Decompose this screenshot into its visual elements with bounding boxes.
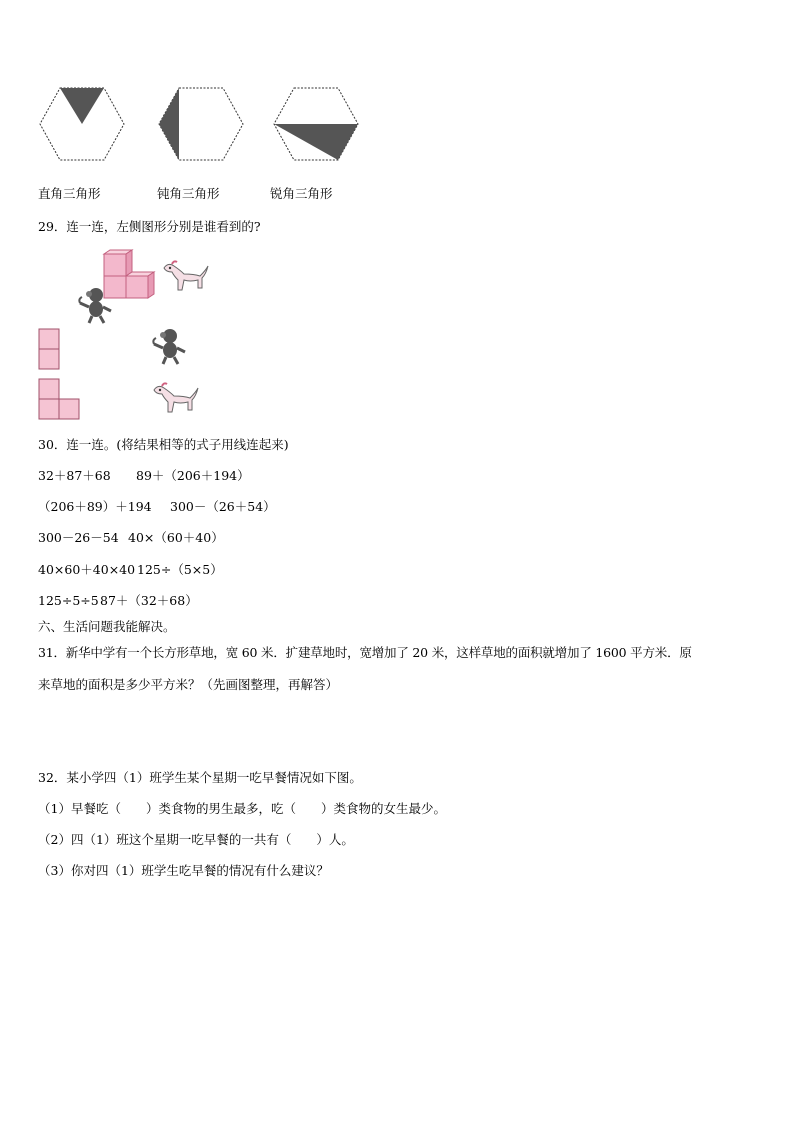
dog-icon xyxy=(160,260,210,298)
view-two-stacked-squares xyxy=(38,328,62,372)
hexagon-label-obtuse: 钝角三角形 xyxy=(157,186,220,201)
monkey-icon xyxy=(78,287,114,325)
q30-left-expr: （206＋89）＋194 xyxy=(38,499,152,514)
q30-left-expr: 32＋87＋68 xyxy=(38,468,111,483)
q32-sub1: （1）早餐吃（ ）类食物的男生最多，吃（ ）类食物的女生最少。 xyxy=(38,801,446,816)
q30-title: 30．连一连。(将结果相等的式子用线连起来) xyxy=(38,437,289,452)
q31-line2: 来草地的面积是多少平方米？（先画图整理，再解答） xyxy=(38,677,339,692)
q30-left-expr: 300－26－54 xyxy=(38,530,119,545)
q30-right-expr: 125÷（5×5） xyxy=(137,562,223,577)
q32-sub2: （2）四（1）班这个星期一吃早餐的一共有（ ）人。 xyxy=(38,832,354,847)
q30-left-expr: 40×60＋40×40 xyxy=(38,562,136,577)
section-heading: 六、生活问题我能解决。 xyxy=(38,619,176,634)
hexagon-right-triangle xyxy=(38,86,128,164)
q32-sub3: （3）你对四（1）班学生吃早餐的情况有什么建议？ xyxy=(38,863,329,878)
q30-right-expr: 40×（60＋40） xyxy=(128,530,224,545)
monkey-icon xyxy=(152,328,188,366)
q31-line1: 31．新华中学有一个长方形草地，宽 60 米．扩建草地时，宽增加了 20 米，这样草地的面积就增加了 1600 平方米．原 xyxy=(38,645,692,660)
view-l-shape xyxy=(38,378,84,422)
q30-right-expr: 300－（26＋54） xyxy=(170,499,276,514)
q30-left-expr: 125÷5÷5 xyxy=(38,593,99,608)
q30-right-expr: 87＋（32＋68） xyxy=(100,593,198,608)
dog-icon xyxy=(150,382,200,420)
hexagon-acute-triangle xyxy=(272,86,362,164)
q30-right-expr: 89＋（206＋194） xyxy=(136,468,250,483)
hexagon-label-acute: 锐角三角形 xyxy=(270,186,333,201)
q32-title: 32．某小学四（1）班学生某个星期一吃早餐情况如下图。 xyxy=(38,770,362,785)
hexagon-obtuse-triangle xyxy=(157,86,247,164)
hexagon-label-right: 直角三角形 xyxy=(38,186,101,201)
q29-title: 29．连一连，左侧图形分别是谁看到的? xyxy=(38,219,261,234)
